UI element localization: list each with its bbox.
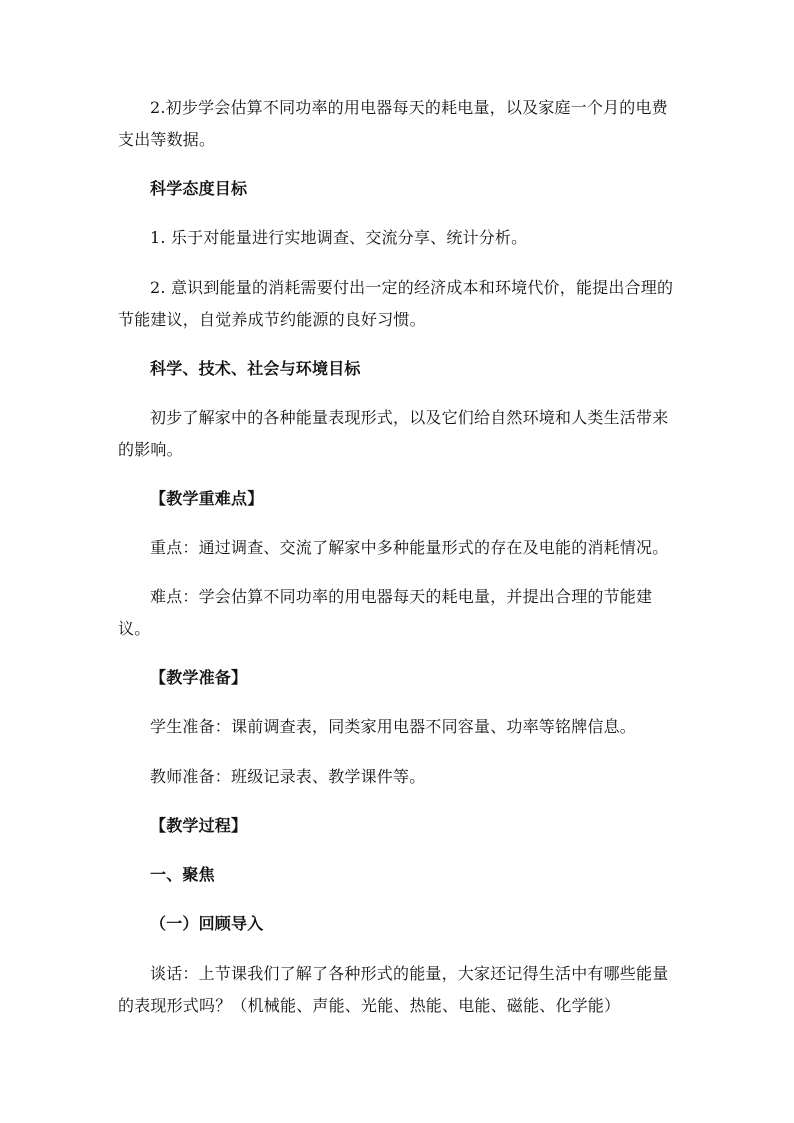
- paragraph-line: 谈话：上节课我们了解了各种形式的能量，大家还记得生活中有哪些能量: [150, 964, 669, 983]
- paragraph-line: 支出等数据。: [118, 130, 216, 149]
- section-heading: 科学、技术、社会与环境目标: [150, 359, 361, 378]
- section-heading: 【教学重难点】: [150, 489, 264, 508]
- section-heading: 一、聚焦: [150, 865, 215, 884]
- paragraph-line: 初步了解家中的各种能量表现形式，以及它们给自然环境和人类生活带来: [150, 408, 669, 427]
- paragraph-line: 节能建议，自觉养成节约能源的良好习惯。: [118, 310, 426, 329]
- paragraph-line: 教师准备：班级记录表、教学课件等。: [150, 767, 426, 786]
- section-heading: 【教学过程】: [150, 816, 248, 835]
- paragraph-line: 的表现形式吗？（机械能、声能、光能、热能、电能、磁能、化学能）: [118, 996, 621, 1015]
- paragraph-line: 2.初步学会估算不同功率的用电器每天的耗电量，以及家庭一个月的电费: [150, 98, 668, 117]
- paragraph-line: 的影响。: [118, 440, 183, 459]
- paragraph-line: 难点：学会估算不同功率的用电器每天的耗电量，并提出合理的节能建: [150, 587, 653, 606]
- section-heading: 【教学准备】: [150, 668, 248, 687]
- paragraph-line: 学生准备：课前调查表，同类家用电器不同容量、功率等铭牌信息。: [150, 717, 637, 736]
- paragraph-line: 2. 意识到能量的消耗需要付出一定的经济成本和环境代价，能提出合理的: [150, 278, 674, 297]
- paragraph-line: 1. 乐于对能量进行实地调查、交流分享、统计分析。: [150, 228, 528, 247]
- paragraph-line: 重点：通过调查、交流了解家中多种能量形式的存在及电能的消耗情况。: [150, 538, 669, 557]
- section-heading: 科学态度目标: [150, 179, 248, 198]
- paragraph-line: 议。: [118, 619, 151, 638]
- subsection-heading: （一）回顾导入: [150, 914, 264, 933]
